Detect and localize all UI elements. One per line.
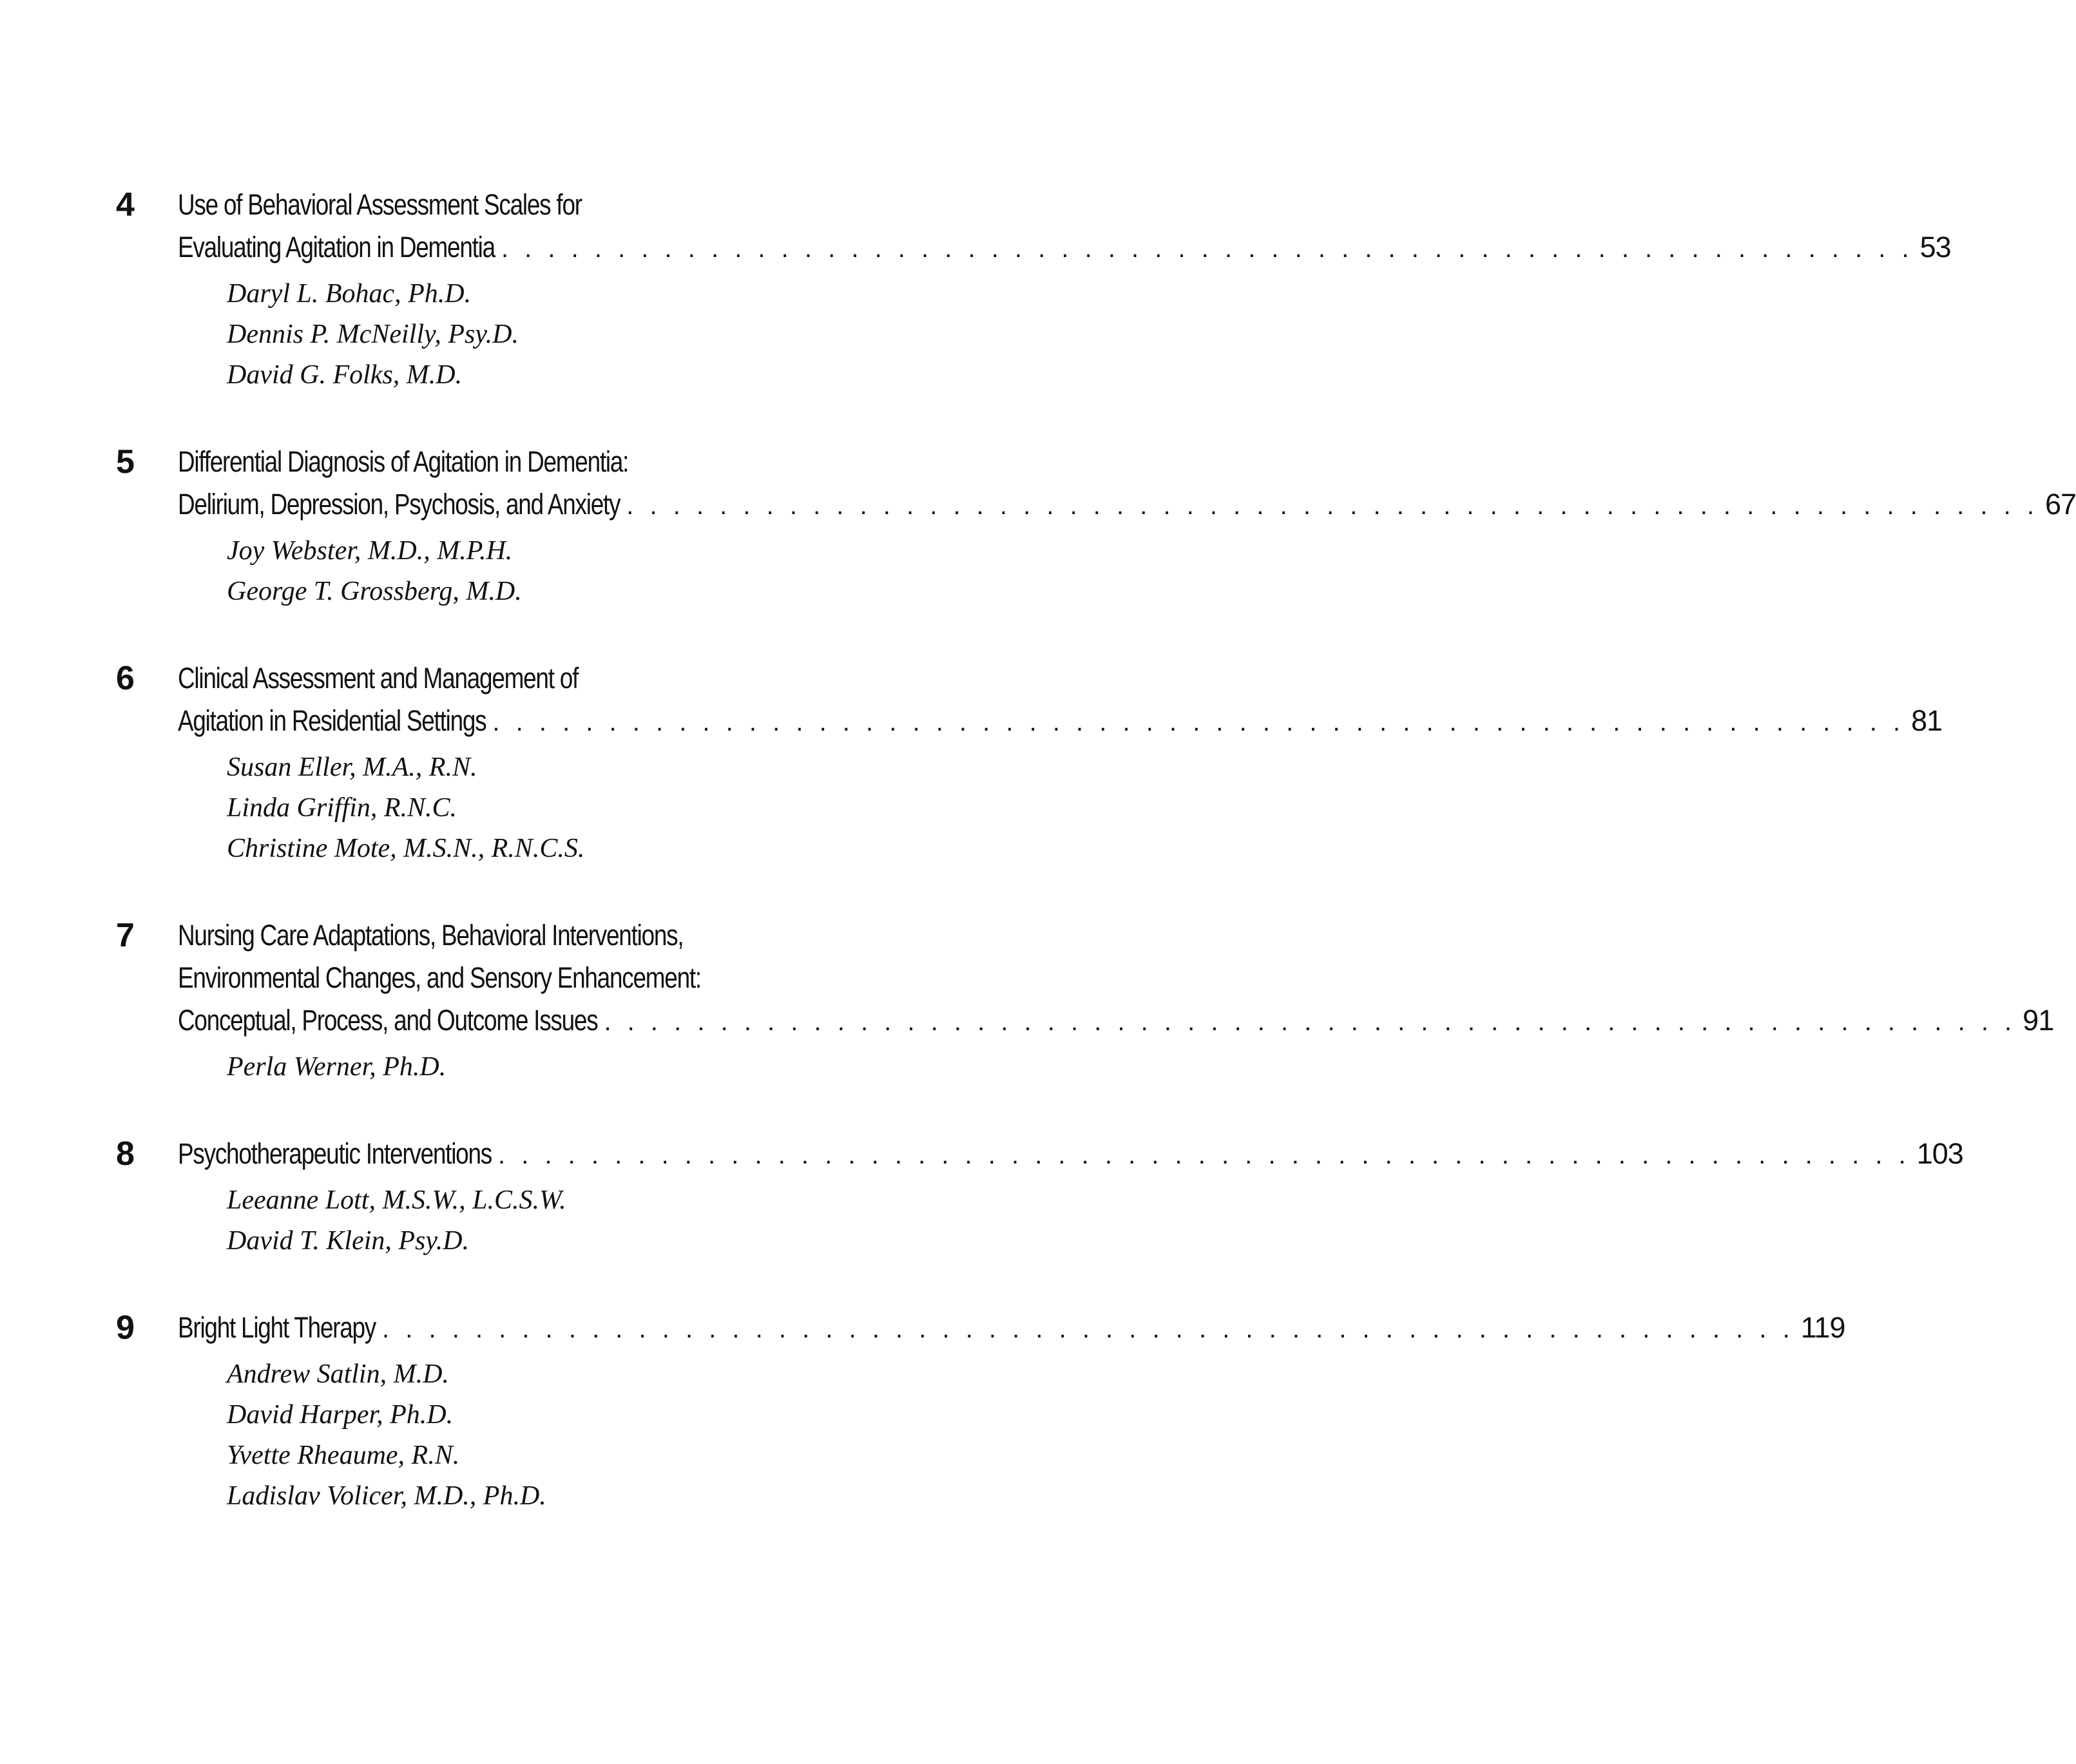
- chapter-title-line: Use of Behavioral Assessment Scales for: [178, 188, 582, 221]
- chapter-title-line: Nursing Care Adaptations, Behavioral Interventions,: [178, 919, 684, 952]
- chapter-title-final-line: [178, 483, 2076, 527]
- toc-entry[interactable]: [116, 914, 2054, 1088]
- dot-leader: . . . . . . . . . . . . . . . . . . . . . . . . . . . . . . . . . . . . . . . . . . . . . . . . . . . . . . . . . . . . .: [604, 1008, 2017, 1036]
- chapter-title-line: Conceptual, Process, and Outcome Issues: [178, 1004, 598, 1037]
- author-name: Dennis P. McNeilly, Psy.D.: [227, 320, 519, 349]
- author-name: Christine Mote, M.S.N., R.N.C.S.: [227, 834, 585, 863]
- toc-entry[interactable]: [116, 441, 2076, 612]
- chapter-number: 8: [116, 1135, 135, 1173]
- page-number: 53: [1919, 231, 1951, 264]
- chapter-title-line: Clinical Assessment and Management of: [178, 662, 579, 695]
- chapter-title-final-line: [178, 226, 1951, 270]
- toc-entry[interactable]: [116, 1133, 1963, 1261]
- chapter-number: 6: [116, 660, 135, 697]
- chapter-title-line: Evaluating Agitation in Dementia: [178, 231, 495, 264]
- chapter-title-line: Bright Light Therapy: [178, 1311, 376, 1344]
- page-number: 119: [1800, 1311, 1845, 1344]
- page-number: 67: [2044, 488, 2076, 521]
- author-name: David T. Klein, Psy.D.: [227, 1226, 470, 1256]
- author-name: Leeanne Lott, M.S.W., L.C.S.W.: [227, 1185, 566, 1215]
- chapter-title-line: Delirium, Depression, Psychosis, and Anxiety: [178, 488, 620, 521]
- chapter-title-final-line: [178, 1307, 1845, 1350]
- author-name: David G. Folks, M.D.: [227, 360, 463, 390]
- chapter-title-line: Differential Diagnosis of Agitation in Dementia:: [178, 445, 629, 478]
- page-number: 81: [1911, 704, 1943, 737]
- author-name: Joy Webster, M.D., M.P.H.: [227, 536, 513, 566]
- author-name: Ladislav Volicer, M.D., Ph.D.: [227, 1481, 546, 1511]
- chapter-number: 4: [116, 186, 135, 224]
- chapter-number: 9: [116, 1309, 135, 1347]
- chapter-number: 5: [116, 443, 135, 481]
- dot-leader: . . . . . . . . . . . . . . . . . . . . . . . . . . . . . . . . . . . . . . . . . . . . . . . . . . . . . . . . . . . . .: [497, 1141, 1910, 1169]
- author-name: Linda Griffin, R.N.C.: [227, 793, 457, 823]
- author-list: [227, 531, 966, 612]
- author-name: Yvette Rheaume, R.N.: [227, 1441, 460, 1470]
- author-name: Perla Werner, Ph.D.: [227, 1052, 447, 1082]
- author-list: [227, 1180, 966, 1261]
- toc-entry[interactable]: [116, 184, 1951, 396]
- chapter-title-line: Environmental Changes, and Sensory Enhancement:: [178, 961, 701, 994]
- table-of-contents: [116, 184, 2076, 1562]
- author-name: George T. Grossberg, M.D.: [227, 577, 522, 606]
- chapter-number: 7: [116, 917, 135, 954]
- dot-leader: . . . . . . . . . . . . . . . . . . . . . . . . . . . . . . . . . . . . . . . . . . . . . . . . . . . . . . . . . . . . .: [501, 235, 1914, 263]
- chapter-title-final-line: [178, 700, 1943, 743]
- author-list: [227, 747, 966, 869]
- dot-leader: . . . . . . . . . . . . . . . . . . . . . . . . . . . . . . . . . . . . . . . . . . . . . . . . . . . . . . . . . . . . .: [492, 708, 1905, 736]
- chapter-title-final-line: [178, 999, 2054, 1043]
- author-list: [227, 1354, 966, 1517]
- author-name: Susan Eller, M.A., R.N.: [227, 753, 477, 782]
- dot-leader: . . . . . . . . . . . . . . . . . . . . . . . . . . . . . . . . . . . . . . . . . . . . . . . . . . . . . . . . . . . . .: [382, 1315, 1794, 1343]
- chapter-title-line: Agitation in Residential Settings: [178, 704, 486, 737]
- toc-entry[interactable]: [116, 1307, 1845, 1517]
- author-name: David Harper, Ph.D.: [227, 1400, 454, 1430]
- author-name: Andrew Satlin, M.D.: [227, 1359, 449, 1389]
- page-number: 91: [2023, 1004, 2054, 1037]
- chapter-title-final-line: [178, 1133, 1963, 1176]
- author-list: [227, 274, 966, 396]
- toc-entry[interactable]: [116, 657, 1943, 869]
- chapter-title-line: Psychotherapeutic Interventions: [178, 1137, 492, 1170]
- author-list: [227, 1047, 966, 1088]
- page-number: 103: [1916, 1137, 1963, 1170]
- dot-leader: . . . . . . . . . . . . . . . . . . . . . . . . . . . . . . . . . . . . . . . . . . . . . . . . . . . . . . . . . . . . .: [626, 492, 2039, 520]
- author-name: Daryl L. Bohac, Ph.D.: [227, 279, 472, 309]
